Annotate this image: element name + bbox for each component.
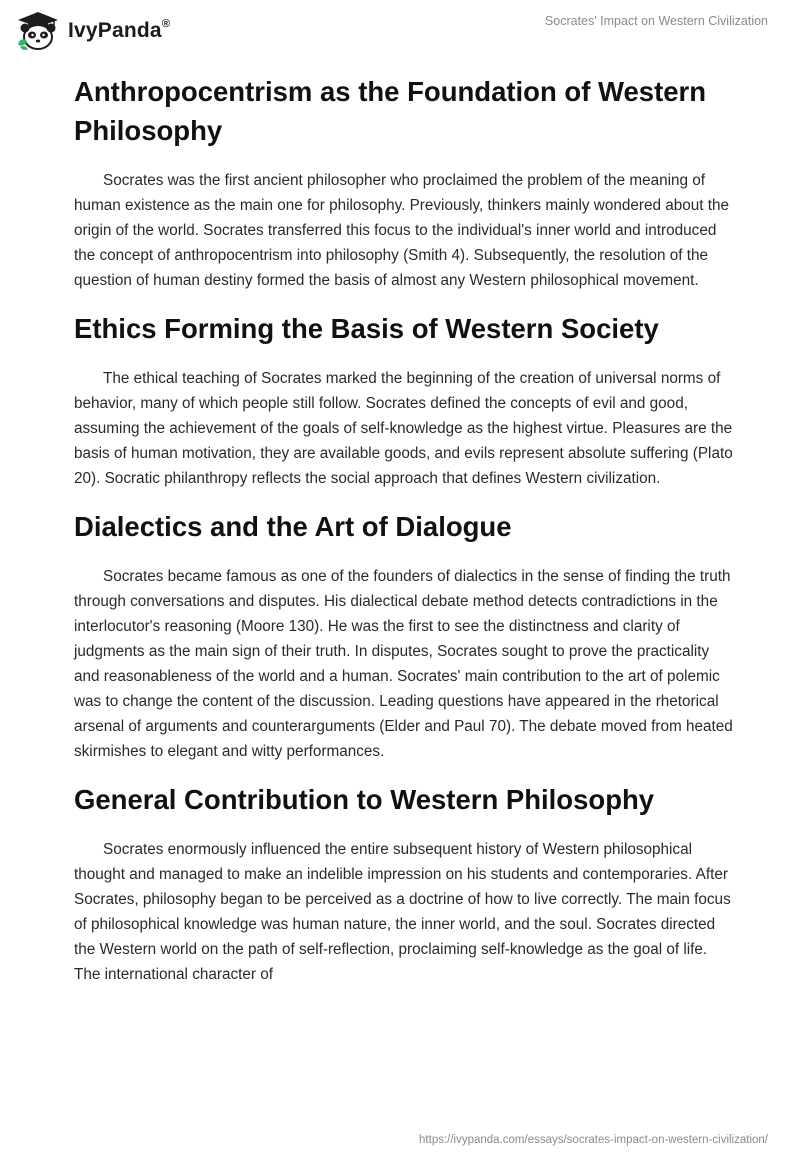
page-header xyxy=(0,0,800,60)
essay-content xyxy=(74,72,734,987)
document-title: Socrates' Impact on Western Civilization xyxy=(544,14,768,28)
section-heading: Anthropocentrism as the Foundation of Western Philosophy xyxy=(74,76,707,146)
section-paragraph: Socrates was the first ancient philosopher who proclaimed the problem of the meaning of human existence as the main one for philosophy. Previously, thinkers mainly wondered about the origin of the world. Socrates transferred this focus to the individual's inner world and introduced the concept of anthropocentrism into philosophy (Smith 4). Subsequently, the resolution of the question of human destiny formed the basis of almost any Western philosophical movement. xyxy=(74,172,730,289)
section-paragraph: Socrates enormously influenced the entire subsequent history of Western philosophical thought and managed to make an indelible impression on his students and contemporaries. After Socrates, philosophy began to be perceived as a doctrine of how to live correctly. The main focus of philosophical knowledge was human nature, the inner world, and the soul. Socrates directed the Western world on the path of self-reflection, proclaiming self-knowledge as the goal of life. The international character of xyxy=(74,841,731,983)
section-paragraph: Socrates became famous as one of the founders of dialectics in the sense of finding the truth through conversations and disputes. His dialectical debate method detects contradictions in the interlocutor's reasoning (Moore 130). He was the first to see the distinctness and clarity of judgments as the main sign of their truth. In disputes, Socrates sought to prove the practicality and reasonableness of the world and a human. Socrates' main contribution to the art of polemic was to change the content of the discussion. Leading questions have appeared in the rhetorical arsenal of arguments and counterarguments (Elder and Paul 70). The debate moved from heated skirmishes to elegant and witty performances. xyxy=(74,568,733,760)
section-paragraph: The ethical teaching of Socrates marked the beginning of the creation of universal norms of behavior, many of which people still follow. Socrates defined the concepts of evil and good, assuming the achievement of the goals of self-knowledge as the highest virtue. Pleasures are the basis of human motivation, they are available goods, and evils represent absolute suffering (Plato 20). Socratic philanthropy reflects the social approach that defines Western civilization. xyxy=(74,370,733,487)
section-heading: General Contribution to Western Philosophy xyxy=(74,784,655,815)
brand-name: IvyPanda® xyxy=(68,18,171,42)
ivypanda-logo[interactable] xyxy=(14,10,170,52)
section-heading: Ethics Forming the Basis of Western Society xyxy=(74,313,659,344)
section-heading: Dialectics and the Art of Dialogue xyxy=(74,511,512,542)
source-url-link[interactable]: https://ivypanda.com/essays/socrates-impact-on-western-civilization/ xyxy=(419,1134,768,1146)
panda-graduation-icon xyxy=(14,10,62,52)
